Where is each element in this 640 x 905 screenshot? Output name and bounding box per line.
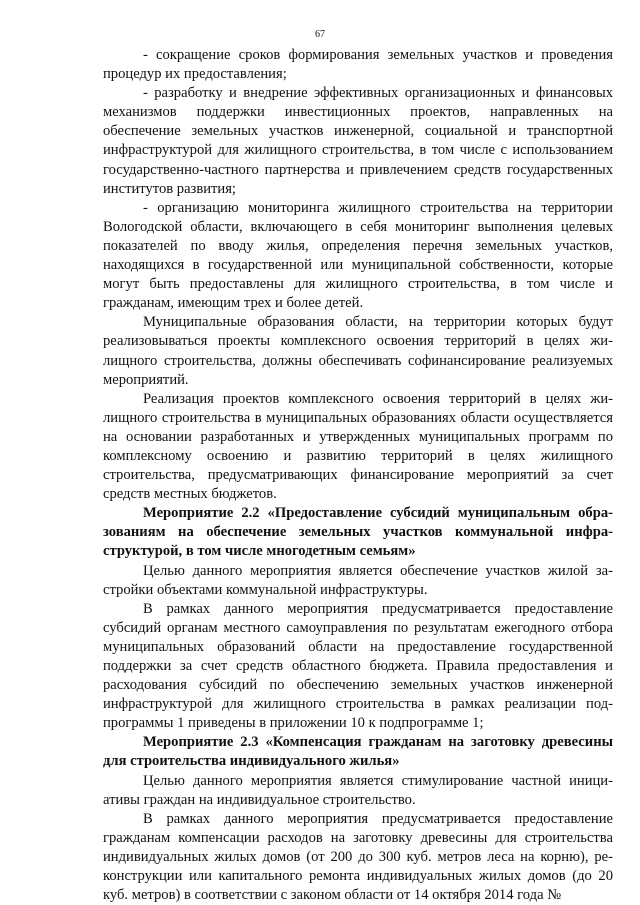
paragraph-municipal-cofinancing: Муниципальные образования области, на территории которых будут реализовываться проекты комплексного освоения территорий в целях жилищного строительства, должны обеспечивать софинансирование реализуемых мероприятий. [103,314,613,388]
paragraph-measure-2-2-subsidies: В рамках данного мероприятия предусматривается предоставление субсидий органам местного самоуправления по результатам ежегодного отбора муниципальных образований области на предоставление государственной поддержки за счет средств областного бюджета. Правила предоставления и расходования субсидий по обеспечению земельных участков инженерной инфраструктурой для жилищного строительства в рамках реализации подпрограммы 1 приведены в приложении 10 к подпрограмме 1; [103,600,613,732]
paragraph-financial-mechanisms: - разработку и внедрение эффективных организационных и финансовых механизмов поддержки инвестиционных проектов, направленных на обеспечение земельных участков инженерной, социальной и транспортной инфраструктурой для жилищного строительства, в том числе с использованием государственно-частного партнерства и привлечением средств государственных институтов развития; [103,85,613,197]
page-body [103,46,613,905]
paragraph-deadline-reduction: - сокращение сроков формирования земельных участков и проведения процедур их предоставления; [103,47,613,83]
paragraph-measure-2-2-goal: Целью данного мероприятия является обеспечение участков жилой застройки объектами коммунальной инфраструктуры. [103,562,613,598]
heading-measure-2-2: Мероприятие 2.2 «Предоставление субсидий муниципальным образованиям на обеспечение земельных участков коммунальной инфраструктурой, в том числе многодетным семьям» [103,505,613,560]
paragraph-project-implementation: Реализация проектов комплексного освоения территорий в целях жилищного строительства в муниципальных образованиях области осуществляется на основании разработанных и утвержденных муниципальных программ по комплексному освоению и развитию территорий в целях жилищного строительства, предусматривающих финансирование мероприятий за счет средств местных бюджетов. [103,390,613,503]
paragraph-monitoring: - организацию мониторинга жилищного строительства на территории Вологодской области, включающего в себя мониторинг выполнения целевых показателей по вводу жилья, определения перечня земельных участков, находящихся в государственной или муниципальной собственности, которые могут быть предоставлены для жилищного строительства, в том числе и гражданам, имеющим трех и более детей. [103,199,613,312]
paragraph-measure-2-3-compensation: В рамках данного мероприятия предусматривается предоставление гражданам компенсации расходов на заготовку древесины для строительства индивидуальных жилых домов (от 200 до 300 куб. метров леса на корню), реконструкции или капитального ремонта индивидуальных жилых домов (до 20 куб. метров) в соответствии с законом области от 14 октября 2014 года № [103,810,613,904]
paragraph-measure-2-3-goal: Целью данного мероприятия является стимулирование частной инициативы граждан на индивидуальное строительство. [103,772,613,808]
heading-measure-2-3: Мероприятие 2.3 «Компенсация гражданам на заготовку древесины для строительства индивидуального жилья» [103,734,613,770]
page-number: 67 [315,29,325,40]
